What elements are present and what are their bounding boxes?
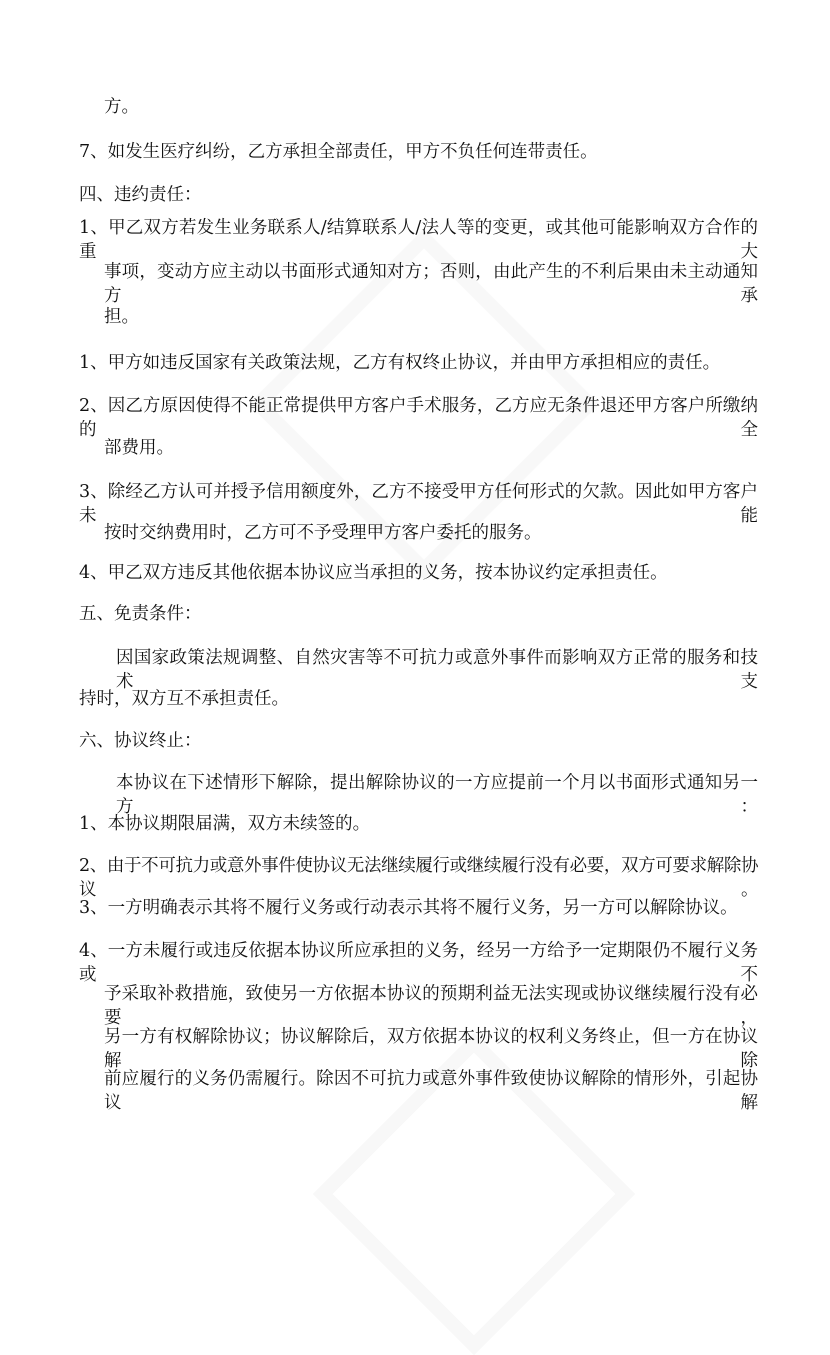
list-item: 3、除经乙方认可并授予信用额度外，乙方不接受甲方任何形式的欠款。因此如甲方客户未能 xyxy=(79,482,758,526)
list-item: 1、甲方如违反国家有关政策法规，乙方有权终止协议，并由甲方承担相应的责任。 xyxy=(79,353,721,373)
section-heading: 六、协议终止： xyxy=(79,731,202,751)
paragraph-line: 事项，变动方应主动以书面形式通知对方；否则，由此产生的不利后果由未主动通知方承 xyxy=(104,262,758,306)
paragraph-line: 持时，双方互不承担责任。 xyxy=(79,689,289,709)
paragraph-line: 另一方有权解除协议；协议解除后，双方依据本协议的权利义务终止，但一方在协议解除 xyxy=(104,1027,758,1071)
paragraph-line: 部费用。 xyxy=(104,438,174,458)
list-item: 1、甲乙双方若发生业务联系人/结算联系人/法人等的变更，或其他可能影响双方合作的重大 xyxy=(79,218,758,262)
paragraph-line: 方。 xyxy=(104,97,139,117)
list-item: 3、一方明确表示其将不履行义务或行动表示其将不履行义务，另一方可以解除协议。 xyxy=(79,898,738,918)
section-heading: 四、违约责任： xyxy=(79,185,202,205)
section-heading: 五、免责条件： xyxy=(79,604,202,624)
list-item: 4、甲乙双方违反其他依据本协议应当承担的义务，按本协议约定承担责任。 xyxy=(79,563,668,583)
list-item: 7、如发生医疗纠纷，乙方承担全部责任，甲方不负任何连带责任。 xyxy=(79,142,598,162)
paragraph-line: 按时交纳费用时，乙方可不予受理甲方客户委托的服务。 xyxy=(104,523,542,543)
paragraph-line: 予采取补救措施，致使另一方依据本协议的预期利益无法实现或协议继续履行没有必要， xyxy=(104,984,758,1028)
list-item: 1、本协议期限届满，双方未续签的。 xyxy=(79,814,371,834)
paragraph-line: 本协议在下述情形下解除，提出解除协议的一方应提前一个月以书面形式通知另一方： xyxy=(116,773,758,817)
paragraph-line: 担。 xyxy=(104,307,139,327)
paragraph-line: 前应履行的义务仍需履行。除因不可抗力或意外事件致使协议解除的情形外，引起协议解 xyxy=(104,1069,758,1113)
paragraph-line: 因国家政策法规调整、自然灾害等不可抗力或意外事件而影响双方正常的服务和技术支 xyxy=(116,648,758,692)
list-item: 2、因乙方原因使得不能正常提供甲方客户手术服务，乙方应无条件退还甲方客户所缴纳的全 xyxy=(79,396,758,440)
list-item: 2、由于不可抗力或意外事件使协议无法继续履行或继续履行没有必要，双方可要求解除协议。 xyxy=(79,856,758,900)
list-item: 4、一方未履行或违反依据本协议所应承担的义务，经另一方给予一定期限仍不履行义务或不 xyxy=(79,941,758,985)
